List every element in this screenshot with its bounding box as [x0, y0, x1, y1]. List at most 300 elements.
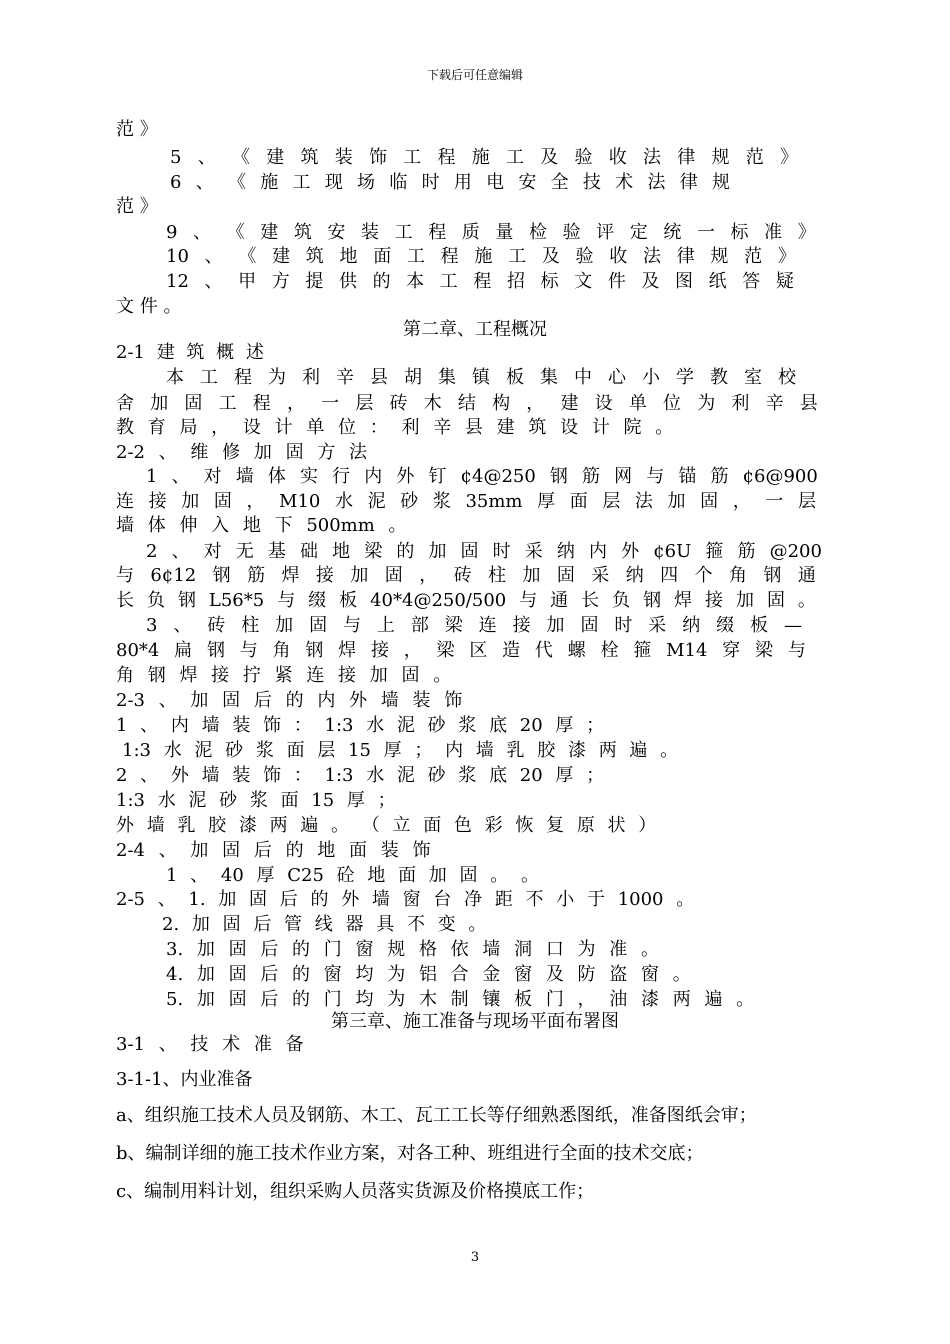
word: 内 [364, 466, 383, 487]
text-line [146, 614, 802, 638]
word: 定 [629, 222, 648, 243]
word: 时 [614, 615, 633, 636]
word: 疑 [775, 271, 794, 292]
word: ¢6U [653, 541, 692, 562]
text-line [166, 221, 816, 245]
word: 纳 [682, 615, 701, 636]
word: 利 [302, 367, 320, 388]
word: 与 [342, 615, 361, 636]
word: 箍 [633, 640, 652, 661]
text-line: 2-3 、 加 固 后 的 内 外 墙 装 饰 [116, 690, 463, 711]
page-header: 下载后可任意编辑 [426, 68, 523, 82]
word: 安 [327, 222, 346, 243]
word: 钢 [305, 640, 324, 661]
text-line: 2-2 、 维 修 加 固 方 法 [116, 442, 368, 463]
word: 设 [594, 393, 613, 414]
word: ， [732, 491, 751, 512]
word: 加 [735, 590, 754, 611]
word: 方 [271, 271, 290, 292]
word: 负 [146, 590, 165, 611]
word: 甲 [238, 271, 257, 292]
word: 焊 [281, 565, 300, 586]
word: 舍 [116, 393, 134, 414]
page-number: 3 [470, 1250, 480, 1265]
word: 墙 [235, 466, 254, 487]
word: 实 [300, 466, 318, 487]
word: 辛 [336, 367, 354, 388]
word: 工 [218, 393, 237, 414]
text-line: b、编制详细的施工技术作业方案，对各工种、班组进行全面的技术交底； [116, 1143, 704, 1164]
word: 纳 [625, 565, 644, 586]
text-line: 4. 加 固 后 的 窗 均 为 铝 合 金 窗 及 防 盗 窗 。 [166, 964, 691, 985]
word: 筋 [247, 565, 266, 586]
word: 、 [197, 147, 216, 168]
word: 验 [574, 147, 593, 168]
word: 加 [150, 393, 169, 414]
text-line [166, 270, 794, 294]
word: 程 [437, 147, 456, 168]
word: 工 [406, 246, 425, 267]
word: 工 [200, 367, 218, 388]
word: 工 [505, 147, 524, 168]
word: 板 [506, 367, 524, 388]
word: 一 [765, 491, 784, 512]
text-line: 1 、 内 墙 装 饰 ： 1:3 水 泥 砂 浆 底 20 厚 ； [116, 715, 605, 736]
chapter-heading: 第二章、工程概况 [403, 319, 547, 340]
word: 辛 [765, 393, 784, 414]
word: 3 [146, 615, 158, 636]
word: 固 [580, 615, 599, 636]
word: 律 [677, 147, 696, 168]
word: 与 [239, 640, 258, 661]
word: 》 [797, 222, 816, 243]
word: 电 [486, 172, 505, 193]
word: 缀 [308, 590, 327, 611]
word: 、 [173, 615, 192, 636]
word: 时 [492, 541, 511, 562]
word: 装 [361, 222, 380, 243]
word: 程 [473, 271, 492, 292]
text-line: 外 墙 乳 胶 漆 两 遍 。 （ 立 面 色 彩 恢 复 原 状 ） [116, 815, 657, 836]
word: 标 [540, 271, 559, 292]
word: 的 [372, 271, 391, 292]
word: M14 [666, 640, 708, 661]
word: 固 [460, 541, 479, 562]
word: 连 [116, 491, 134, 512]
word: 加 [181, 491, 200, 512]
word: 工 [439, 271, 458, 292]
word: 集 [438, 367, 456, 388]
word: 外 [396, 466, 415, 487]
word: 检 [528, 222, 547, 243]
word: 法 [642, 147, 661, 168]
word: 固 [766, 590, 785, 611]
word: 面 [569, 491, 588, 512]
word: 个 [694, 565, 713, 586]
word: 纳 [556, 541, 575, 562]
word: 加 [667, 491, 686, 512]
word: 程 [234, 367, 252, 388]
word: 与 [519, 590, 538, 611]
text-line: 1:3 水 泥 砂 浆 面 层 15 厚 ； 内 墙 乳 胶 漆 两 遍 。 [122, 740, 679, 761]
word: 地 [332, 541, 351, 562]
word: 标 [730, 222, 749, 243]
word: 安 [518, 172, 537, 193]
word: 及 [541, 246, 560, 267]
word: 固 [309, 615, 328, 636]
word: 内 [588, 541, 607, 562]
text-line [146, 465, 818, 489]
word: 木 [423, 393, 442, 414]
word: 现 [324, 172, 343, 193]
word: 工 [292, 172, 311, 193]
word: ， [526, 393, 545, 414]
word: 一 [696, 222, 715, 243]
word: 板 [750, 615, 769, 636]
word: 固 [556, 565, 575, 586]
word: 工 [394, 222, 413, 243]
word: 5 [170, 147, 182, 168]
word: 单 [628, 393, 647, 414]
word: 砖 [453, 565, 472, 586]
word: 构 [492, 393, 511, 414]
word: 《 [226, 222, 245, 243]
word: 为 [697, 393, 716, 414]
word: 外 [621, 541, 640, 562]
word: 量 [495, 222, 514, 243]
word: 施 [474, 246, 493, 267]
word: 加 [275, 615, 294, 636]
word: 。 [797, 590, 816, 611]
word: 2 [146, 541, 158, 562]
word: 用 [453, 172, 472, 193]
word: 本 [166, 367, 184, 388]
word: 利 [731, 393, 750, 414]
word: 钉 [428, 466, 447, 487]
text-line: 3-1 、 技 术 准 备 [116, 1034, 304, 1055]
word: 扁 [174, 640, 193, 661]
word: 地 [339, 246, 358, 267]
word: 础 [300, 541, 318, 562]
word: 、 [204, 246, 223, 267]
word: ， [246, 491, 265, 512]
word: 技 [582, 172, 601, 193]
text-line: 范 》 [116, 119, 158, 140]
word: 程 [252, 393, 271, 414]
word: 加 [522, 565, 541, 586]
word: 验 [575, 246, 594, 267]
text-line [116, 589, 816, 613]
word: 砂 [400, 491, 419, 512]
text-line [166, 366, 796, 390]
word: 招 [507, 271, 525, 292]
word: 筋 [710, 466, 729, 487]
word: 固 [384, 565, 403, 586]
word: 固 [184, 393, 203, 414]
text-line: 1 、 40 厚 C25 砼 地 面 加 固 。 。 [166, 865, 539, 886]
word: M10 [279, 491, 321, 512]
word: 评 [596, 222, 615, 243]
word: 、 [171, 466, 190, 487]
text-line: 5. 加 固 后 的 门 均 为 木 制 镶 板 门 ， 油 漆 两 遍 。 [166, 989, 755, 1010]
word: L56*5 [208, 590, 265, 611]
word: 规 [711, 172, 730, 193]
word: 校 [778, 367, 796, 388]
word: 四 [660, 565, 679, 586]
word: 厚 [537, 491, 556, 512]
word: 程 [428, 222, 447, 243]
word: 采 [591, 565, 610, 586]
text-line [170, 146, 798, 170]
word: 加 [350, 565, 369, 586]
text-line: 角 钢 焊 接 拧 紧 连 接 加 固 。 [116, 665, 452, 686]
word: 采 [648, 615, 667, 636]
word: 法 [634, 491, 653, 512]
text-line: 2-5 、 1. 加 固 后 的 外 墙 窗 台 净 距 不 小 于 1000 。 [116, 889, 695, 910]
word: 提 [305, 271, 324, 292]
word: 梁 [436, 640, 455, 661]
word: 35mm [465, 491, 523, 512]
word: 梁 [364, 541, 383, 562]
word: 梁 [755, 640, 774, 661]
word: — [783, 615, 802, 636]
word: 钢 [177, 590, 196, 611]
word: 教 [710, 367, 728, 388]
word: ， [419, 565, 438, 586]
word: 及 [540, 147, 559, 168]
text-line: 墙 体 伸 入 地 下 500mm 。 [116, 515, 407, 536]
word: 县 [370, 367, 388, 388]
word: 件 [607, 271, 626, 292]
word: 规 [710, 246, 729, 267]
word: 梁 [444, 615, 463, 636]
word: 无 [235, 541, 254, 562]
word: 与 [646, 466, 665, 487]
word: 《 [238, 246, 257, 267]
word: 建 [266, 147, 285, 168]
word: 及 [641, 271, 660, 292]
word: ¢6@900 [742, 466, 818, 487]
word: 、 [193, 222, 212, 243]
word: 接 [315, 565, 334, 586]
text-line [116, 392, 818, 416]
word: 行 [332, 466, 351, 487]
word: 层 [355, 393, 374, 414]
word: 全 [550, 172, 569, 193]
word: 小 [642, 367, 660, 388]
word: 验 [562, 222, 581, 243]
word: 施 [260, 172, 279, 193]
word: 80*4 [116, 640, 160, 661]
word: 临 [389, 172, 408, 193]
word: 焊 [674, 590, 693, 611]
word: 范 [744, 246, 763, 267]
word: 1 [146, 466, 158, 487]
word: 工 [403, 147, 422, 168]
word: 通 [550, 590, 569, 611]
word: 缀 [716, 615, 735, 636]
word: 答 [742, 271, 761, 292]
word: 固 [700, 491, 719, 512]
word: 水 [335, 491, 353, 512]
word: 固 [213, 491, 232, 512]
word: 工 [508, 246, 527, 267]
word: 部 [410, 615, 429, 636]
word: 加 [546, 615, 565, 636]
word: 钢 [643, 590, 662, 611]
text-line [170, 171, 730, 195]
word: 面 [373, 246, 392, 267]
word: 角 [272, 640, 291, 661]
word: 10 [166, 246, 189, 267]
word: 装 [334, 147, 353, 168]
word: 层 [797, 491, 816, 512]
word: 图 [675, 271, 694, 292]
word: 、 [195, 172, 214, 193]
word: 施 [471, 147, 490, 168]
word: 筋 [737, 541, 756, 562]
text-line: 范 》 [116, 196, 158, 217]
word: 文 [574, 271, 593, 292]
text-line [166, 245, 796, 269]
word: 通 [797, 565, 816, 586]
text-line: 2. 加 固 后 管 线 器 具 不 变 。 [162, 914, 487, 935]
word: 负 [612, 590, 631, 611]
word: 《 [227, 172, 246, 193]
word: 律 [676, 246, 695, 267]
text-line: 3. 加 固 后 的 门 窗 规 格 依 墙 洞 口 为 准 。 [166, 939, 659, 960]
word: 筑 [305, 246, 324, 267]
word: @200 [769, 541, 822, 562]
word: 对 [203, 466, 222, 487]
word: 》 [779, 147, 798, 168]
word: ¢4@250 [460, 466, 536, 487]
text-line: 2-4 、 加 固 后 的 地 面 装 饰 [116, 840, 431, 861]
word: 规 [711, 147, 730, 168]
word: 接 [512, 615, 531, 636]
text-line: c、编制用料计划，组织采购人员落实货源及价格摸底工作； [116, 1181, 595, 1202]
word: 连 [478, 615, 497, 636]
word: 6¢12 [150, 565, 197, 586]
word: 40*4@250/500 [370, 590, 507, 611]
word: 集 [540, 367, 558, 388]
word: 上 [376, 615, 395, 636]
word: 箍 [705, 541, 724, 562]
word: 本 [406, 271, 425, 292]
word: 一 [321, 393, 340, 414]
word: 程 [440, 246, 459, 267]
word: 时 [421, 172, 440, 193]
word: 加 [428, 541, 447, 562]
word: 网 [614, 466, 633, 487]
word: 区 [469, 640, 488, 661]
word: 场 [357, 172, 376, 193]
word: 焊 [338, 640, 357, 661]
word: 对 [203, 541, 222, 562]
word: ， [286, 393, 305, 414]
word: 筑 [293, 222, 312, 243]
word: 纸 [708, 271, 727, 292]
word: 泥 [367, 491, 386, 512]
word: 室 [744, 367, 762, 388]
word: 板 [339, 590, 358, 611]
word: 准 [764, 222, 783, 243]
word: 饰 [368, 147, 387, 168]
word: 浆 [432, 491, 451, 512]
text-line [116, 490, 816, 514]
word: 法 [647, 172, 666, 193]
text-line: 2-1 建 筑 概 述 [116, 342, 264, 363]
text-line [116, 564, 816, 588]
word: 筑 [300, 147, 319, 168]
word: 术 [615, 172, 634, 193]
text-line: 3-1-1、内业准备 [116, 1069, 253, 1090]
word: 砖 [389, 393, 408, 414]
text-line: 文 件 。 [116, 296, 182, 317]
word: 》 [777, 246, 796, 267]
word: 建 [260, 222, 279, 243]
word: 中 [574, 367, 592, 388]
text-line [116, 639, 806, 663]
word: 栓 [600, 640, 619, 661]
text-line: 1:3 水 泥 砂 浆 面 15 厚 ； [116, 790, 396, 811]
word: 长 [581, 590, 600, 611]
word: 镇 [472, 367, 490, 388]
word: 钢 [549, 466, 568, 487]
word: 与 [787, 640, 806, 661]
word: 心 [608, 367, 626, 388]
word: 代 [534, 640, 553, 661]
word: 9 [166, 222, 178, 243]
word: 锚 [678, 466, 697, 487]
word: 的 [396, 541, 415, 562]
text-line: a、组织施工技术人员及钢筋、木工、瓦工工长等仔细熟悉图纸，准备图纸会审； [116, 1105, 757, 1126]
word: 统 [663, 222, 682, 243]
word: 钢 [763, 565, 782, 586]
word: 结 [457, 393, 476, 414]
text-line [146, 540, 822, 564]
word: 供 [338, 271, 357, 292]
word: 建 [272, 246, 291, 267]
word: 造 [502, 640, 521, 661]
word: 律 [679, 172, 698, 193]
word: 收 [609, 246, 628, 267]
word: 采 [524, 541, 543, 562]
text-line: 2 、 外 墙 装 饰 ： 1:3 水 泥 砂 浆 底 20 厚 ； [116, 765, 605, 786]
word: 质 [461, 222, 480, 243]
word: 接 [370, 640, 389, 661]
word: 位 [663, 393, 681, 414]
word: 钢 [206, 640, 225, 661]
word: 柱 [241, 615, 260, 636]
word: 收 [608, 147, 627, 168]
word: 钢 [212, 565, 231, 586]
word: 县 [799, 393, 818, 414]
word: 6 [170, 172, 182, 193]
word: 《 [231, 147, 250, 168]
word: ， [403, 640, 422, 661]
word: 基 [267, 541, 286, 562]
word: 接 [705, 590, 724, 611]
word: 法 [642, 246, 661, 267]
word: 层 [602, 491, 621, 512]
word: 螺 [567, 640, 586, 661]
word: 范 [745, 147, 764, 168]
chapter-heading: 第三章、施工准备与现场平面布署图 [331, 1011, 619, 1032]
word: 长 [116, 590, 134, 611]
word: 与 [116, 565, 134, 586]
word: 筋 [582, 466, 601, 487]
